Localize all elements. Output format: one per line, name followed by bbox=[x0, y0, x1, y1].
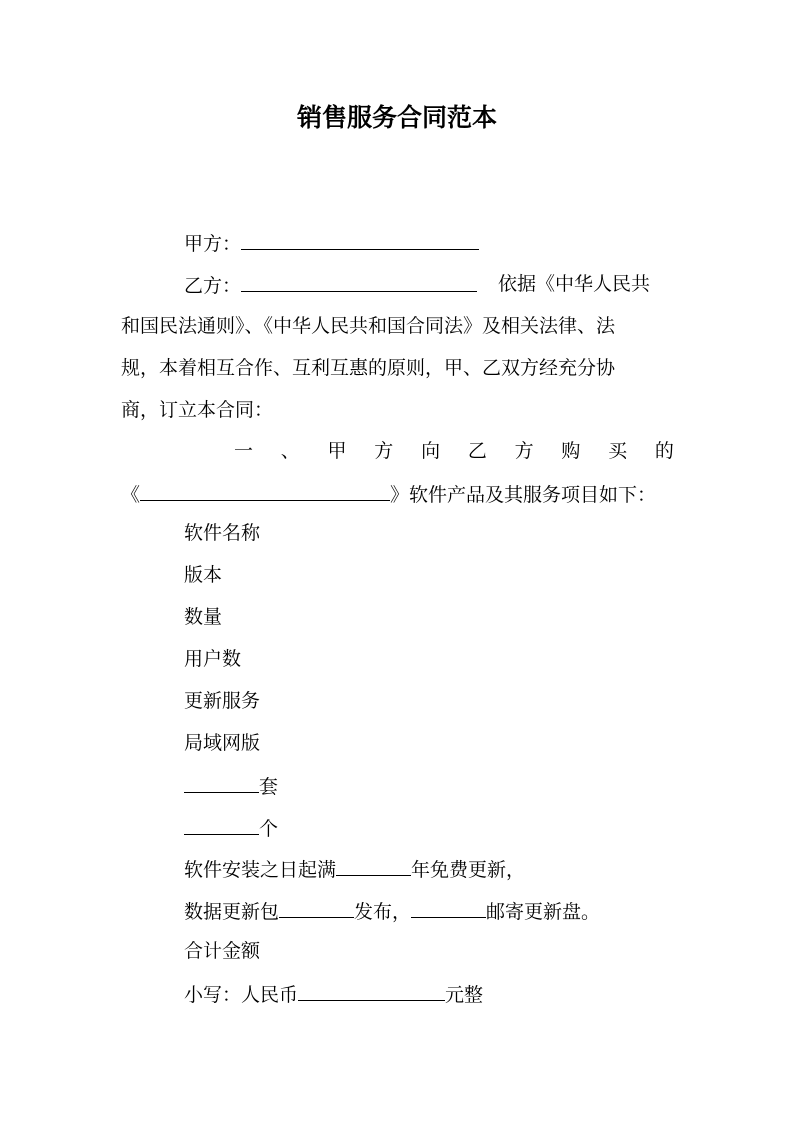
software-name-blank bbox=[140, 478, 390, 501]
item-software-name: 软件名称 bbox=[184, 522, 261, 544]
item-version: 版本 bbox=[184, 564, 223, 586]
clause1-char: 乙 bbox=[467, 440, 487, 462]
update-period-blank bbox=[279, 895, 354, 918]
clause1-char: 、 bbox=[280, 440, 300, 462]
amount-blank bbox=[298, 978, 445, 1001]
para1-line2: 和国民法通则》、《中华人民共和国合同法》及相关法律、法 bbox=[121, 315, 616, 337]
clause1-line1 bbox=[234, 436, 674, 466]
lower-amount-line bbox=[184, 978, 483, 1010]
clause1-open-bracket: 《 bbox=[121, 484, 141, 506]
party-b-line bbox=[184, 269, 477, 301]
clause1-char: 购 bbox=[561, 440, 581, 462]
piece-count-line bbox=[184, 812, 278, 844]
party-a-blank bbox=[241, 227, 479, 250]
clause1-char: 方 bbox=[374, 440, 394, 462]
clause1-line2 bbox=[121, 478, 656, 510]
item-user-count: 用户数 bbox=[184, 648, 242, 670]
update-line bbox=[184, 895, 600, 927]
clause1-char: 一 bbox=[234, 440, 254, 462]
clause1-char: 甲 bbox=[327, 440, 347, 462]
set-count-line bbox=[184, 770, 278, 802]
mail-period-blank bbox=[411, 895, 486, 918]
update-text-c: 邮寄更新盘。 bbox=[486, 901, 601, 923]
party-a-line bbox=[184, 227, 479, 259]
clause1-tail: 》软件产品及其服务项目如下： bbox=[390, 484, 657, 506]
party-b-label: 乙方： bbox=[184, 275, 242, 297]
update-text-b: 发布， bbox=[354, 901, 412, 923]
clause1-char: 向 bbox=[421, 440, 441, 462]
lower-tail: 元整 bbox=[445, 984, 484, 1006]
install-text-b: 年免费更新， bbox=[411, 859, 526, 881]
para1-line4: 商，订立本合同： bbox=[121, 399, 274, 421]
clause1-char: 方 bbox=[514, 440, 534, 462]
set-count-blank bbox=[184, 770, 259, 793]
party-b-blank bbox=[241, 269, 477, 292]
para1-tail: 依据《中华人民共 bbox=[498, 273, 651, 295]
clause1-char: 的 bbox=[654, 440, 674, 462]
clause1-char: 买 bbox=[608, 440, 628, 462]
document-title: 销售服务合同范本 bbox=[296, 103, 497, 132]
unit-piece: 个 bbox=[259, 818, 279, 840]
party-a-label: 甲方： bbox=[184, 233, 242, 255]
free-years-blank bbox=[336, 853, 411, 876]
update-text-a: 数据更新包 bbox=[184, 901, 280, 923]
total-label: 合计金额 bbox=[184, 940, 261, 962]
item-lan-edition: 局域网版 bbox=[184, 732, 261, 754]
unit-set: 套 bbox=[259, 776, 279, 798]
piece-count-blank bbox=[184, 812, 259, 835]
item-quantity: 数量 bbox=[184, 606, 223, 628]
item-update-service: 更新服务 bbox=[184, 690, 261, 712]
install-text-a: 软件安装之日起满 bbox=[184, 859, 337, 881]
para1-line3: 规，本着相互合作、互利互惠的原则，甲、乙双方经充分协 bbox=[121, 357, 616, 379]
install-line bbox=[184, 853, 525, 885]
lower-label: 小写：人民币 bbox=[184, 984, 299, 1006]
